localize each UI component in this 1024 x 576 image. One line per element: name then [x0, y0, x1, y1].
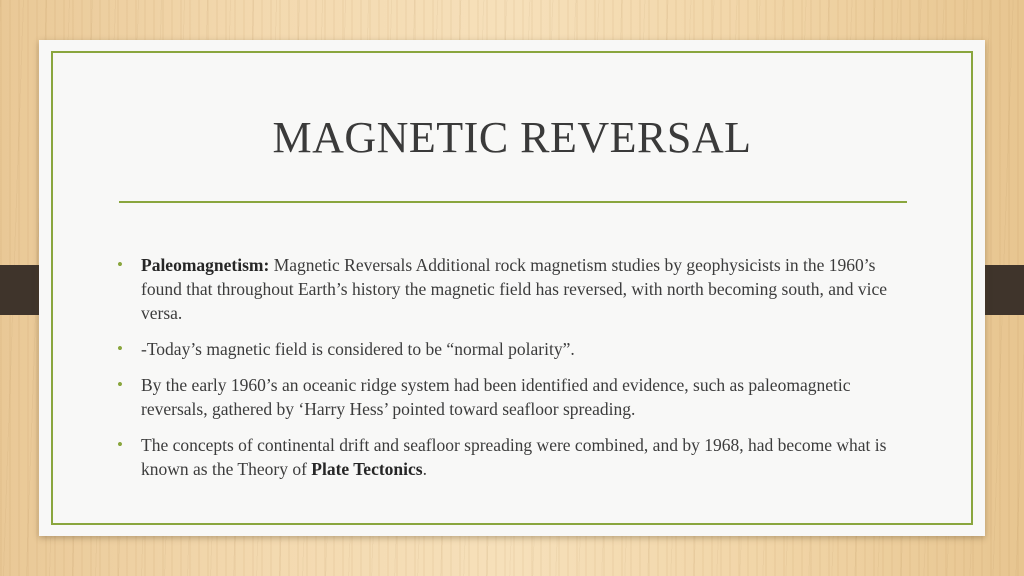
- slide-card: [39, 40, 985, 536]
- slide-title: MAGNETIC REVERSAL: [272, 113, 752, 162]
- bullet-text: -Today’s magnetic field is considered to be “normal polarity”.: [141, 339, 575, 359]
- bullet-text-end: .: [422, 459, 427, 479]
- bullet-item: [117, 253, 907, 325]
- title-divider: [119, 201, 907, 203]
- bullet-dot-icon: •: [117, 375, 123, 394]
- bullet-item: [117, 433, 907, 481]
- bullet-text: By the early 1960’s an oceanic ridge system had been identified and evidence, such as paleomagnetic reversals, gathered by ‘Harry Hess’ pointed toward seafloor spreading.: [141, 375, 851, 419]
- bullet-text: Magnetic Reversals Additional rock magnetism studies by geophysicists in the 1960’s found that throughout Earth’s history the magnetic field has reversed, with north becoming south, and vice versa.: [141, 255, 888, 323]
- bullet-dot-icon: •: [117, 339, 123, 358]
- bullet-item: [117, 337, 907, 361]
- bullet-bold-term: Plate Tectonics: [311, 459, 423, 479]
- bullet-item: [117, 373, 907, 421]
- bullet-dot-icon: •: [117, 435, 123, 454]
- bullet-text: The concepts of continental drift and seafloor spreading were combined, and by 1968, had become what is known as the Theory of: [141, 435, 887, 479]
- bullet-lead-term: Paleomagnetism:: [141, 255, 270, 275]
- bullet-dot-icon: •: [117, 255, 123, 274]
- bullet-list: [117, 253, 907, 493]
